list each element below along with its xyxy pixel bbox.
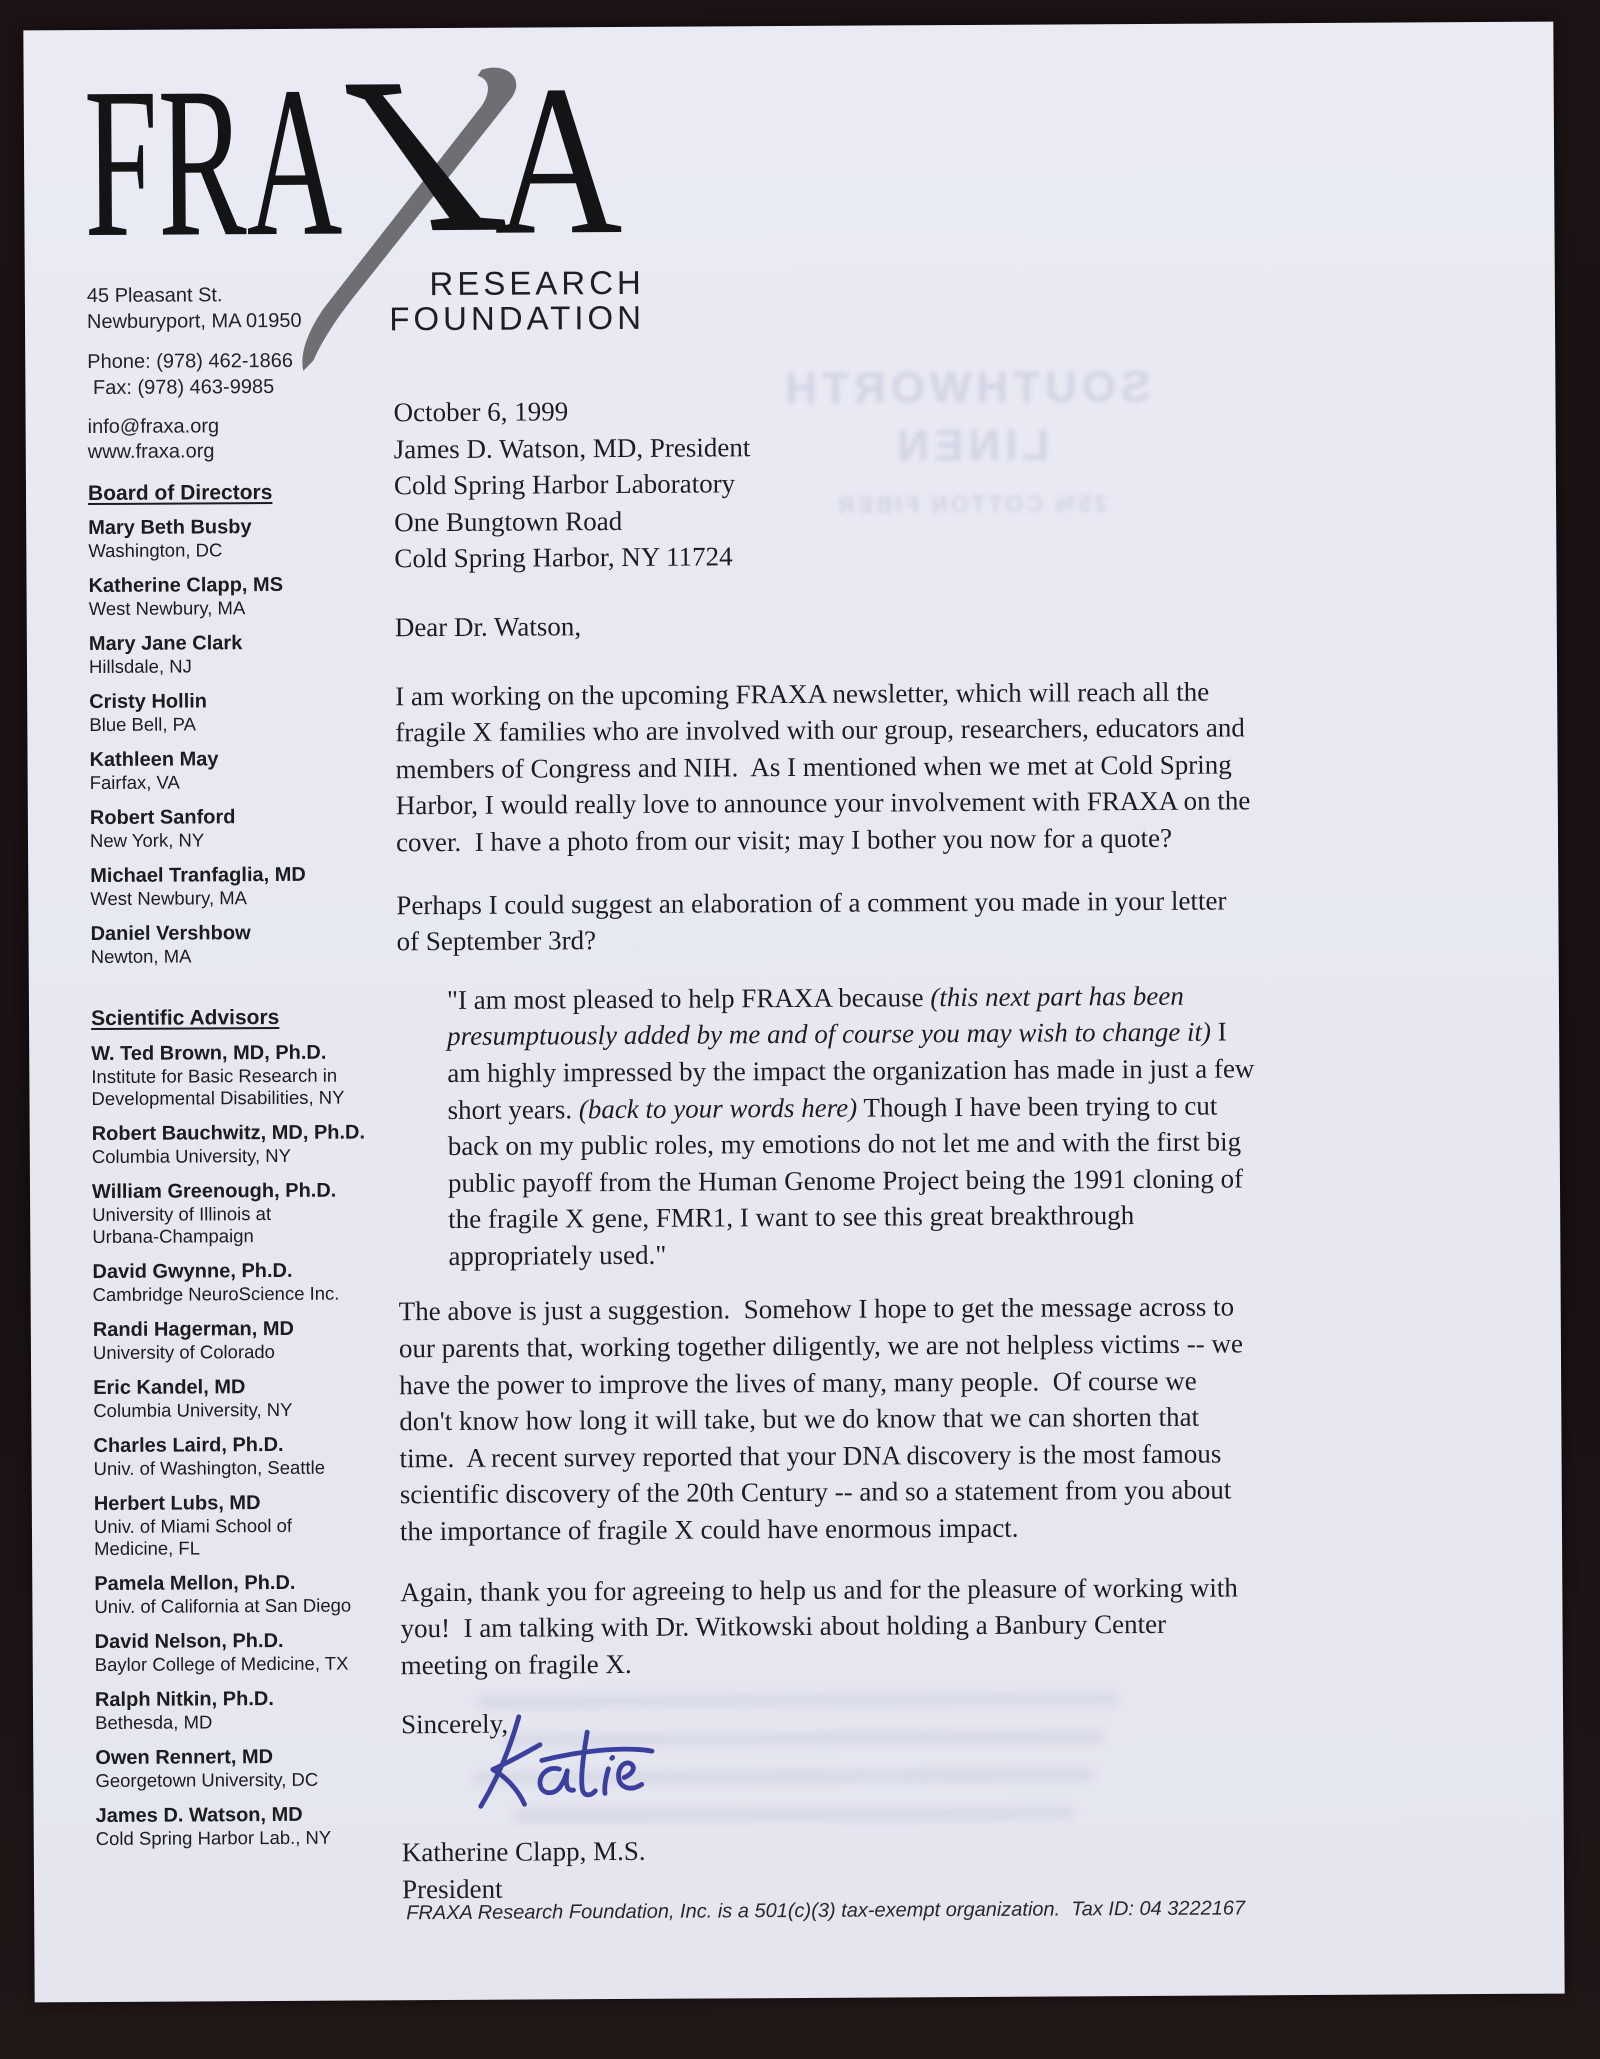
advisor-name: Herbert Lubs, MD: [93, 1492, 261, 1516]
advisor-name: Charles Laird, Ph.D.: [93, 1433, 284, 1458]
org-name-research: RESEARCH: [429, 263, 645, 303]
advisor-name: David Nelson, Ph.D.: [94, 1629, 284, 1654]
quote-regular-run: "I am most pleased to help FRAXA because: [446, 981, 931, 1015]
advisor-name: David Gwynne, Ph.D.: [92, 1259, 293, 1284]
quote-italic-run: (this next part has been presumptuously added by me and of course you may wish to change it): [447, 980, 1212, 1052]
signer-name-title: Katherine Clapp, M.S. President: [401, 1835, 646, 1904]
board-member-location: Newton, MA: [90, 945, 192, 968]
letter-date: October 6, 1999: [393, 396, 569, 428]
board-member: [88, 573, 373, 620]
advisor-affiliation: Cold Spring Harbor Lab., NY: [95, 1826, 332, 1850]
advisor-affiliation: Univ. of Miami School of Medicine, FL: [93, 1514, 293, 1560]
board-member: [88, 515, 373, 562]
advisor-affiliation: Columbia University, NY: [91, 1144, 291, 1168]
letter-page: [23, 22, 1564, 2003]
board-member: [89, 747, 374, 794]
board-member-name: Michael Tranfaglia, MD: [90, 863, 306, 888]
board-member-location: Blue Bell, PA: [89, 713, 197, 736]
board-of-directors-list: [88, 515, 376, 968]
paragraph: Perhaps I could suggest an elaboration of a comment you made in your letter of September 3rd?: [396, 885, 1227, 957]
org-phone-fax: Phone: (978) 462-1866 Fax: (978) 463-9985: [87, 349, 294, 400]
board-member: [90, 863, 375, 910]
advisor-affiliation: Univ. of California at San Diego: [94, 1594, 352, 1618]
board-member-name: Mary Jane Clark: [88, 632, 243, 656]
tax-exempt-footer: FRAXA Research Foundation, Inc. is a 501(c)(3) tax-exempt organization. Tax ID: 04 3222167: [406, 1897, 1246, 1925]
advisor-name: Robert Bauchwitz, MD, Ph.D.: [91, 1121, 366, 1146]
scientific-advisors-heading: Scientific Advisors: [90, 1005, 280, 1031]
board-member-name: Robert Sanford: [89, 806, 236, 830]
advisor-name: William Greenough, Ph.D.: [91, 1179, 337, 1204]
advisor: [92, 1259, 377, 1306]
advisor: [91, 1041, 376, 1110]
advisor-name: James D. Watson, MD: [95, 1803, 303, 1828]
advisor-affiliation: Cambridge NeuroScience Inc.: [92, 1282, 340, 1306]
letterhead-sidebar: [88, 480, 381, 1863]
advisor-affiliation: Georgetown University, DC: [95, 1768, 319, 1792]
advisor-affiliation: University of Illinois at Urbana-Champaign: [92, 1203, 272, 1248]
logo-text-fra: FRA: [83, 40, 504, 283]
advisor-affiliation: Columbia University, NY: [93, 1398, 293, 1422]
signature-katie: [449, 1711, 670, 1817]
recipient-address: James D. Watson, MD, President Cold Spring Harbor Laboratory One Bungtown Road Cold Spring Harbor, NY 11724: [393, 431, 751, 574]
quote-regular-run: Though I have been trying to cut back on my public roles, my emotions do not let me and with the first big public payoff from the Human Genome Project being the 1991 cloning of the fragile X gene, FMR1, I want to see this great breakthrough appropriately used.": [447, 1090, 1244, 1271]
advisor: [93, 1317, 378, 1364]
advisor-name: Randi Hagerman, MD: [92, 1317, 295, 1342]
handwritten-signature: [449, 1707, 1367, 1812]
advisor: [95, 1687, 380, 1734]
advisor-name: Ralph Nitkin, Ph.D.: [94, 1688, 274, 1712]
watermark-line: 25% COTTON FIBER: [834, 490, 1108, 518]
quote-regular-run: I am highly impressed by the impact the organization has made in just a few short years.: [447, 1016, 1255, 1125]
paragraph: I am working on the upcoming FRAXA newsletter, which will reach all the fragile X families who are involved with our group, researchers, educators and members of Congress and NIH. As I mentioned when we met at Cold Spring Harbor, I would really love to announce your involvement with FRAXA on the cover. I have a photo from our visit; may I bother you now for a quote?: [395, 676, 1251, 858]
closing-salutation: Sincerely,: [401, 1709, 509, 1740]
paragraph: Again, thank you for agreeing to help us and for the pleasure of working with you! I am talking with Dr. Witkowski about holding a Banbury Center meeting on fragile X.: [400, 1572, 1238, 1681]
advisor: [93, 1433, 378, 1480]
board-member: [90, 921, 375, 968]
org-email-website: info@fraxa.org www.fraxa.org: [87, 415, 220, 464]
board-member-name: Cristy Hollin: [89, 690, 208, 714]
letter-body: [393, 389, 1367, 1908]
board-member: [90, 805, 375, 852]
advisor: [94, 1491, 379, 1560]
org-address: 45 Pleasant St. Newburyport, MA 01950: [86, 284, 302, 334]
advisor-affiliation: Univ. of Washington, Seattle: [93, 1456, 326, 1480]
board-member-location: Hillsdale, NJ: [88, 655, 192, 678]
salutation: Dear Dr. Watson,: [394, 611, 582, 643]
advisor: [95, 1629, 380, 1676]
scientific-advisors-list: [91, 1041, 381, 1850]
advisor-name: Pamela Mellon, Ph.D.: [94, 1571, 296, 1596]
board-member: [89, 689, 374, 736]
advisor-name: W. Ted Brown, MD, Ph.D.: [91, 1041, 327, 1066]
advisor: [94, 1571, 379, 1618]
advisor: [92, 1179, 377, 1248]
watermark-line: LINEN: [892, 420, 1050, 471]
advisor: [92, 1121, 377, 1168]
board-of-directors-heading: Board of Directors: [87, 480, 273, 506]
advisor: [96, 1803, 381, 1850]
board-member-location: Washington, DC: [88, 539, 223, 562]
advisor: [95, 1745, 380, 1792]
board-member-name: Kathleen May: [89, 748, 219, 772]
org-name: [345, 265, 645, 337]
paragraph: The above is just a suggestion. Somehow I hope to get the message across to our parents that, working together diligently, we are not helpless victims -- we have the power to improve the lives of many, many people. Of course we don't know how long it will take, but we do know that we can shorten that time. A recent survey reported that your DNA discovery is the most famous scientific discovery of the 20th Century -- and so a statement from you about the importance of fragile X could have enormous impact.: [398, 1291, 1244, 1547]
board-member-location: New York, NY: [89, 829, 205, 852]
advisor-affiliation: Baylor College of Medicine, TX: [94, 1652, 349, 1676]
board-member-name: Daniel Vershbow: [90, 922, 251, 946]
advisor-name: Owen Rennert, MD: [95, 1746, 274, 1770]
board-member-name: Katherine Clapp, MS: [88, 573, 284, 598]
advisor-name: Eric Kandel, MD: [93, 1376, 246, 1400]
board-member-location: West Newbury, MA: [88, 597, 246, 620]
advisor: [93, 1375, 378, 1422]
watermark-line: SOUTHWORTH: [780, 361, 1151, 414]
board-member-name: Mary Beth Busby: [88, 516, 252, 540]
org-name-foundation: FOUNDATION: [389, 298, 646, 338]
quote-italic-run: (back to your words here): [578, 1092, 858, 1124]
board-member: [89, 631, 374, 678]
board-member-location: Fairfax, VA: [89, 771, 180, 794]
logo-text-a: A: [493, 39, 651, 280]
suggested-quote-block: [447, 976, 1364, 1274]
advisor-affiliation: Bethesda, MD: [95, 1711, 213, 1734]
board-member-location: West Newbury, MA: [90, 887, 248, 910]
advisor-affiliation: University of Colorado: [92, 1340, 276, 1364]
advisor-affiliation: Institute for Basic Research in Developmental Disabilities, NY: [91, 1064, 345, 1110]
